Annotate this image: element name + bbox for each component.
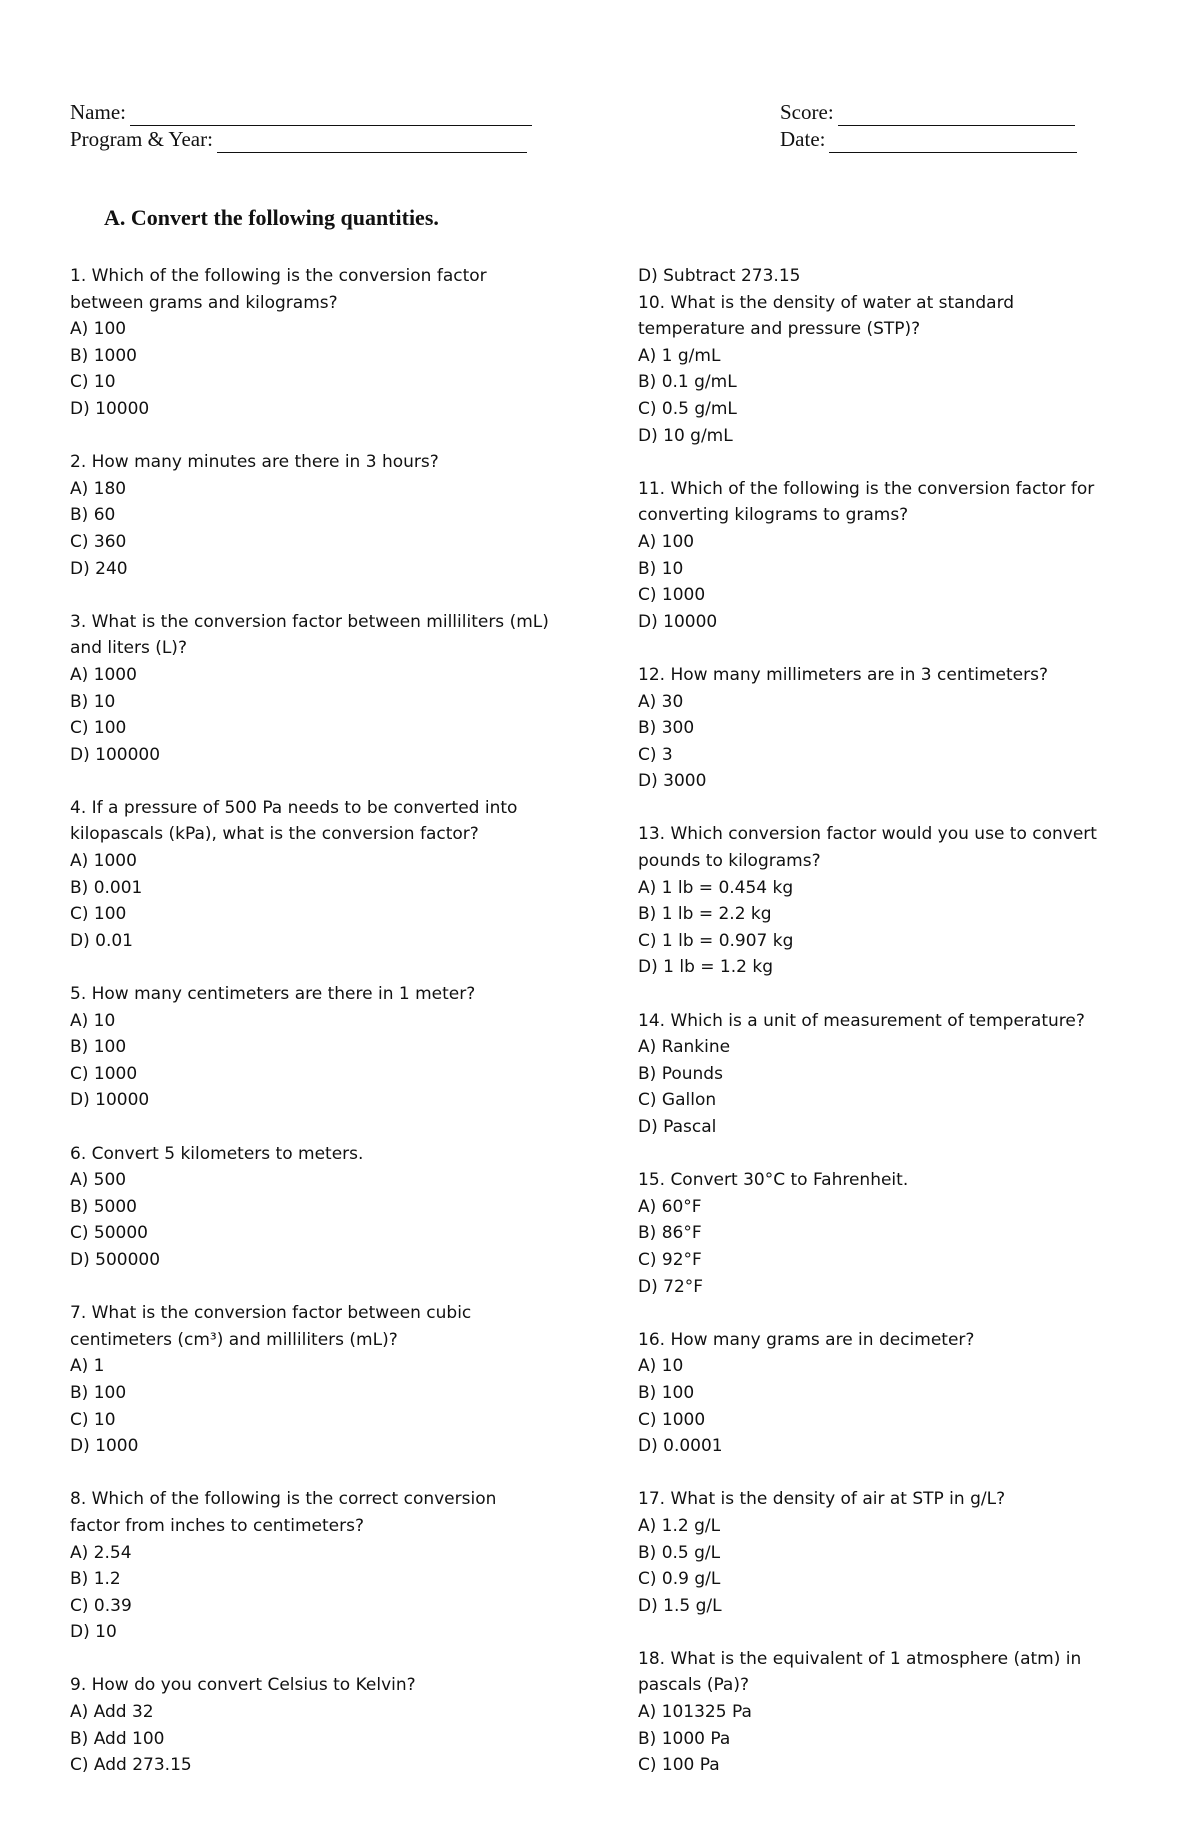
answer-option[interactable]: A) 1 g/mL bbox=[638, 345, 721, 366]
answer-option[interactable]: B) 100 bbox=[70, 1037, 127, 1058]
question-text: 11. Which of the following is the conversion factor for bbox=[638, 478, 1095, 499]
question-block bbox=[70, 1300, 570, 1460]
answer-option[interactable]: A) 10 bbox=[638, 1356, 684, 1377]
answer-option[interactable]: C) 92°F bbox=[638, 1249, 702, 1270]
question-text: 16. How many grams are in decimeter? bbox=[638, 1329, 975, 1350]
answer-option[interactable]: C) 10 bbox=[70, 372, 116, 393]
date-label: Date: bbox=[780, 127, 826, 151]
answer-option[interactable]: D) 100000 bbox=[70, 744, 161, 765]
answer-option[interactable]: B) 0.1 g/mL bbox=[638, 372, 737, 393]
question-block bbox=[70, 1141, 570, 1274]
program-year-blank-line[interactable] bbox=[217, 130, 527, 153]
question-block bbox=[638, 821, 1138, 981]
question-block bbox=[70, 795, 570, 955]
answer-option[interactable]: D) 10000 bbox=[638, 611, 718, 632]
question-text: 9. How do you convert Celsius to Kelvin? bbox=[70, 1675, 416, 1696]
answer-option[interactable]: C) 100 bbox=[70, 718, 127, 739]
answer-option[interactable]: B) Add 100 bbox=[70, 1728, 165, 1749]
answer-option[interactable]: C) Gallon bbox=[638, 1090, 717, 1111]
question-text: 5. How many centimeters are there in 1 meter? bbox=[70, 984, 476, 1005]
answer-option[interactable]: A) 101325 Pa bbox=[638, 1702, 752, 1723]
answer-option[interactable]: C) 1000 bbox=[638, 1409, 706, 1430]
question-text: 8. Which of the following is the correct conversion bbox=[70, 1489, 497, 1510]
right-question-column bbox=[638, 263, 1138, 1805]
answer-option[interactable]: B) 100 bbox=[638, 1382, 695, 1403]
answer-option[interactable]: D) Subtract 273.15 bbox=[638, 266, 801, 286]
answer-option[interactable]: C) 50000 bbox=[70, 1223, 148, 1244]
question-text: 13. Which conversion factor would you use to convert bbox=[638, 824, 1097, 845]
question-text: 17. What is the density of air at STP in g/L? bbox=[638, 1489, 1006, 1510]
question-block bbox=[70, 263, 570, 423]
question-block bbox=[638, 1486, 1138, 1619]
answer-option[interactable]: A) 60°F bbox=[638, 1196, 702, 1217]
score-label: Score: bbox=[780, 100, 834, 124]
program-year-field bbox=[70, 126, 527, 153]
question-block bbox=[638, 1327, 1138, 1460]
score-blank-line[interactable] bbox=[838, 103, 1075, 126]
answer-option[interactable]: D) 10 g/mL bbox=[638, 425, 733, 446]
question-block bbox=[638, 1008, 1138, 1141]
question-block bbox=[70, 981, 570, 1114]
answer-option[interactable]: A) 180 bbox=[70, 478, 127, 499]
question-block bbox=[638, 662, 1138, 795]
answer-option[interactable]: A) 100 bbox=[638, 531, 695, 552]
answer-option[interactable]: D) 1 lb = 1.2 kg bbox=[638, 957, 773, 978]
answer-option[interactable]: B) Pounds bbox=[638, 1063, 723, 1084]
answer-option[interactable]: D) 72°F bbox=[638, 1276, 704, 1297]
answer-option[interactable]: C) 360 bbox=[70, 531, 127, 552]
answer-option[interactable]: B) 100 bbox=[70, 1382, 127, 1403]
date-blank-line[interactable] bbox=[829, 130, 1077, 153]
answer-option[interactable]: A) 100 bbox=[70, 319, 127, 340]
question-text: 14. Which is a unit of measurement of temperature? bbox=[638, 1010, 1085, 1031]
question-text: and liters (L)? bbox=[70, 638, 187, 659]
answer-option[interactable]: A) 1 lb = 0.454 kg bbox=[638, 877, 794, 898]
question-block bbox=[70, 609, 570, 769]
question-text: 18. What is the equivalent of 1 atmosphere (atm) in bbox=[638, 1648, 1082, 1669]
question-block bbox=[638, 263, 1138, 290]
answer-option[interactable]: C) 1000 bbox=[638, 585, 706, 606]
answer-option[interactable]: B) 5000 bbox=[70, 1196, 137, 1217]
question-text: centimeters (cm³) and milliliters (mL)? bbox=[70, 1329, 398, 1350]
question-text: 15. Convert 30°C to Fahrenheit. bbox=[638, 1170, 909, 1191]
answer-option[interactable]: B) 1000 Pa bbox=[638, 1728, 731, 1749]
section-title: A. Convert the following quantities. bbox=[104, 205, 439, 230]
question-block bbox=[70, 449, 570, 582]
question-text: converting kilograms to grams? bbox=[638, 505, 909, 526]
answer-option[interactable]: A) 500 bbox=[70, 1170, 127, 1191]
question-text: pascals (Pa)? bbox=[638, 1675, 750, 1696]
question-block bbox=[638, 1646, 1138, 1779]
question-text: factor from inches to centimeters? bbox=[70, 1515, 364, 1536]
answer-option[interactable]: A) Rankine bbox=[638, 1037, 731, 1058]
question-text: 6. Convert 5 kilometers to meters. bbox=[70, 1143, 364, 1164]
answer-option[interactable]: B) 0.5 g/L bbox=[638, 1542, 721, 1563]
question-block bbox=[638, 1167, 1138, 1300]
answer-option[interactable]: B) 86°F bbox=[638, 1223, 702, 1244]
answer-option[interactable]: D) 10 bbox=[70, 1622, 117, 1643]
answer-option[interactable]: C) 10 bbox=[70, 1409, 116, 1430]
name-label: Name: bbox=[70, 100, 126, 124]
answer-option[interactable]: D) 10000 bbox=[70, 398, 150, 419]
answer-option[interactable]: D) 0.0001 bbox=[638, 1436, 723, 1457]
answer-option[interactable]: B) 10 bbox=[638, 558, 684, 579]
answer-option[interactable]: A) 1.2 g/L bbox=[638, 1515, 721, 1536]
answer-option[interactable]: C) 0.5 g/mL bbox=[638, 398, 737, 419]
answer-option[interactable]: B) 1 lb = 2.2 kg bbox=[638, 904, 772, 925]
question-text: 12. How many millimeters are in 3 centimeters? bbox=[638, 664, 1048, 685]
answer-option[interactable]: B) 1000 bbox=[70, 345, 137, 366]
question-text: 10. What is the density of water at standard bbox=[638, 292, 1015, 313]
answer-option[interactable]: B) 1.2 bbox=[70, 1569, 121, 1590]
answer-option[interactable]: D) 1.5 g/L bbox=[638, 1595, 722, 1616]
answer-option[interactable]: A) 2.54 bbox=[70, 1542, 132, 1563]
answer-option[interactable]: A) Add 32 bbox=[70, 1702, 154, 1723]
name-field bbox=[70, 99, 532, 126]
question-text: temperature and pressure (STP)? bbox=[638, 319, 921, 340]
answer-option[interactable]: C) 0.9 g/L bbox=[638, 1569, 721, 1590]
answer-option[interactable]: D) 1000 bbox=[70, 1436, 139, 1457]
question-block bbox=[638, 290, 1138, 450]
question-text: 2. How many minutes are there in 3 hours? bbox=[70, 452, 439, 473]
answer-option[interactable]: D) Pascal bbox=[638, 1117, 717, 1137]
question-text: 1. Which of the following is the conversion factor bbox=[70, 266, 487, 286]
answer-option[interactable]: C) 1000 bbox=[70, 1063, 138, 1084]
question-text: 7. What is the conversion factor between cubic bbox=[70, 1303, 472, 1324]
question-block bbox=[638, 476, 1138, 636]
question-block bbox=[70, 1486, 570, 1646]
date-field bbox=[780, 126, 1077, 153]
answer-option[interactable]: B) 300 bbox=[638, 718, 695, 739]
score-field bbox=[780, 99, 1075, 126]
question-text: kilopascals (kPa), what is the conversion factor? bbox=[70, 824, 479, 845]
question-text: 4. If a pressure of 500 Pa needs to be converted into bbox=[70, 797, 518, 818]
answer-option[interactable]: B) 0.001 bbox=[70, 877, 143, 898]
question-block bbox=[70, 1672, 570, 1778]
answer-option[interactable]: C) 0.39 bbox=[70, 1595, 132, 1616]
answer-option[interactable]: A) 30 bbox=[638, 691, 684, 712]
answer-option[interactable]: A) 10 bbox=[70, 1010, 116, 1031]
question-text: 3. What is the conversion factor between milliliters (mL) bbox=[70, 611, 549, 632]
answer-option[interactable]: C) Add 273.15 bbox=[70, 1755, 192, 1776]
answer-option[interactable]: B) 60 bbox=[70, 505, 116, 526]
answer-option[interactable]: C) 1 lb = 0.907 kg bbox=[638, 930, 794, 951]
answer-option[interactable]: D) 240 bbox=[70, 558, 128, 579]
program-year-label: Program & Year: bbox=[70, 127, 213, 151]
left-question-column bbox=[70, 263, 570, 1805]
answer-option[interactable]: D) 500000 bbox=[70, 1249, 161, 1270]
answer-option[interactable]: C) 3 bbox=[638, 744, 673, 765]
answer-option[interactable]: A) 1 bbox=[70, 1356, 105, 1377]
question-text: between grams and kilograms? bbox=[70, 292, 338, 313]
answer-option[interactable]: C) 100 bbox=[70, 904, 127, 925]
answer-option[interactable]: D) 3000 bbox=[638, 771, 707, 792]
answer-option[interactable]: D) 10000 bbox=[70, 1090, 150, 1111]
answer-option[interactable]: D) 0.01 bbox=[70, 930, 133, 951]
answer-option[interactable]: C) 100 Pa bbox=[638, 1755, 720, 1776]
question-text: pounds to kilograms? bbox=[638, 851, 821, 872]
answer-option[interactable]: A) 1000 bbox=[70, 851, 137, 872]
name-blank-line[interactable] bbox=[130, 103, 532, 126]
answer-option[interactable]: A) 1000 bbox=[70, 664, 137, 685]
answer-option[interactable]: B) 10 bbox=[70, 691, 116, 712]
